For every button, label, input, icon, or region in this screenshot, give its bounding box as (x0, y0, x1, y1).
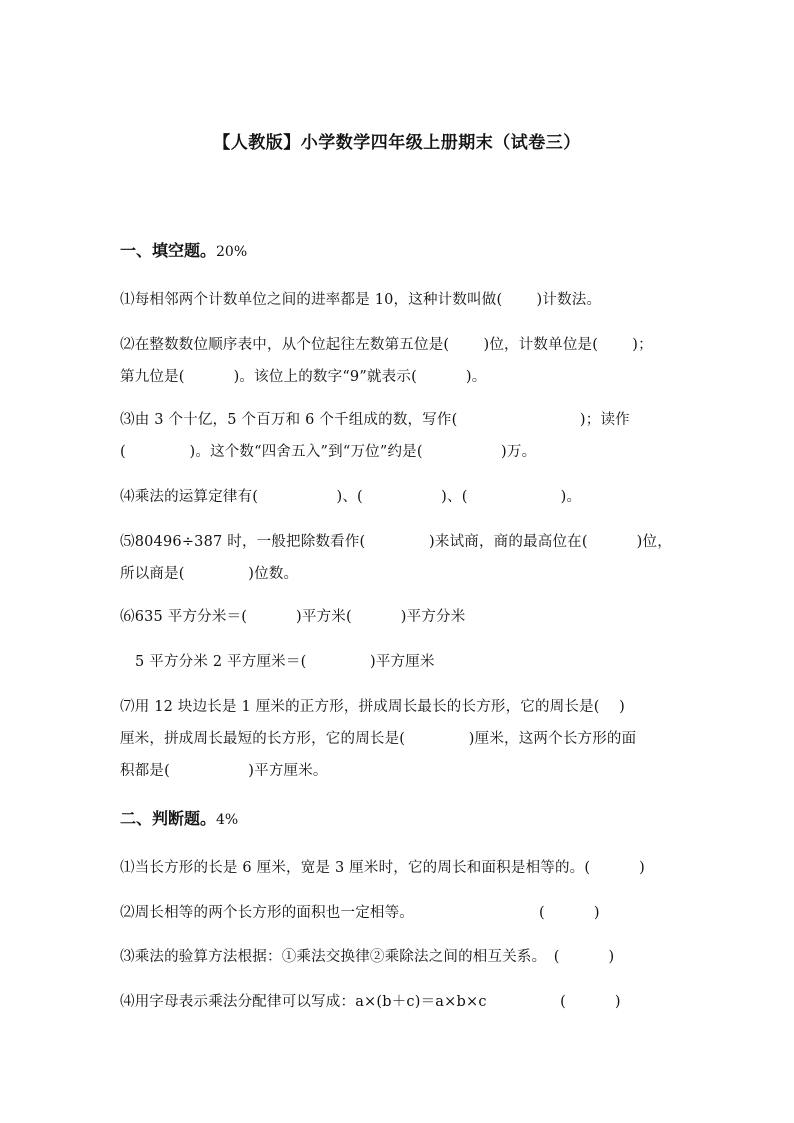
question-2-2: ⑵周长相等的两个长方形的面积也一定相等。 ( ) (120, 905, 600, 921)
section-fill-blank-heading (120, 238, 247, 261)
question-2-1: ⑴当长方形的长是 6 厘米，宽是 3 厘米时，它的周长和面积是相等的。( ) (120, 860, 646, 876)
question-2-3: ⑶乘法的验算方法根据：①乘法交换律②乘除法之间的相互关系。 ( ) (120, 949, 615, 965)
section-label: 二、判断题。 (120, 809, 217, 828)
section-score: 4% (216, 812, 239, 828)
question-1-7: ⑺用 12 块边长是 1 厘米的正方形，拼成周长最长的长方形，它的周长是( ) (120, 699, 626, 715)
question-1-6: ⑹635 平方分米＝( )平方米( )平方分米 (120, 609, 466, 625)
page-title: 【人教版】小学数学四年级上册期末（试卷三） (213, 133, 581, 153)
section-score: 20% (216, 244, 248, 260)
question-2-4: ⑷用字母表示乘法分配律可以写成：a×(b＋c)＝a×b×c ( ) (120, 994, 621, 1010)
question-1-5-cont: 所以商是( )位数。 (120, 566, 299, 582)
question-1-4: ⑷乘法的运算定律有( )、( )、( )。 (120, 489, 582, 505)
question-1-2: ⑵在整数数位顺序表中，从个位起往左数第五位是( )位，计数单位是( )； (120, 337, 653, 353)
question-1-5: ⑸80496÷387 时，一般把除数看作( )来试商，商的最高位在( )位， (120, 534, 672, 550)
question-1-1: ⑴每相邻两个计数单位之间的进率都是 10，这种计数叫做( )计数法。 (120, 292, 602, 308)
question-1-3: ⑶由 3 个十亿，5 个百万和 6 个千组成的数，写作( )；读作 (120, 412, 630, 428)
question-1-7-cont: 厘米，拼成周长最短的长方形，它的周长是( )厘米，这两个长方形的面 (120, 731, 637, 747)
section-true-false-heading (120, 806, 238, 829)
question-1-7-cont2: 积都是( )平方厘米。 (120, 763, 328, 779)
question-1-2-cont: 第九位是( )。该位上的数字“9”就表示( )。 (120, 369, 487, 385)
question-1-6-cont: 5 平方分米 2 平方厘米＝( )平方厘米 (135, 654, 435, 670)
section-label: 一、填空题。 (120, 241, 217, 260)
question-1-3-cont: ( )。这个数“四舍五入”到“万位”约是( )万。 (120, 444, 537, 460)
